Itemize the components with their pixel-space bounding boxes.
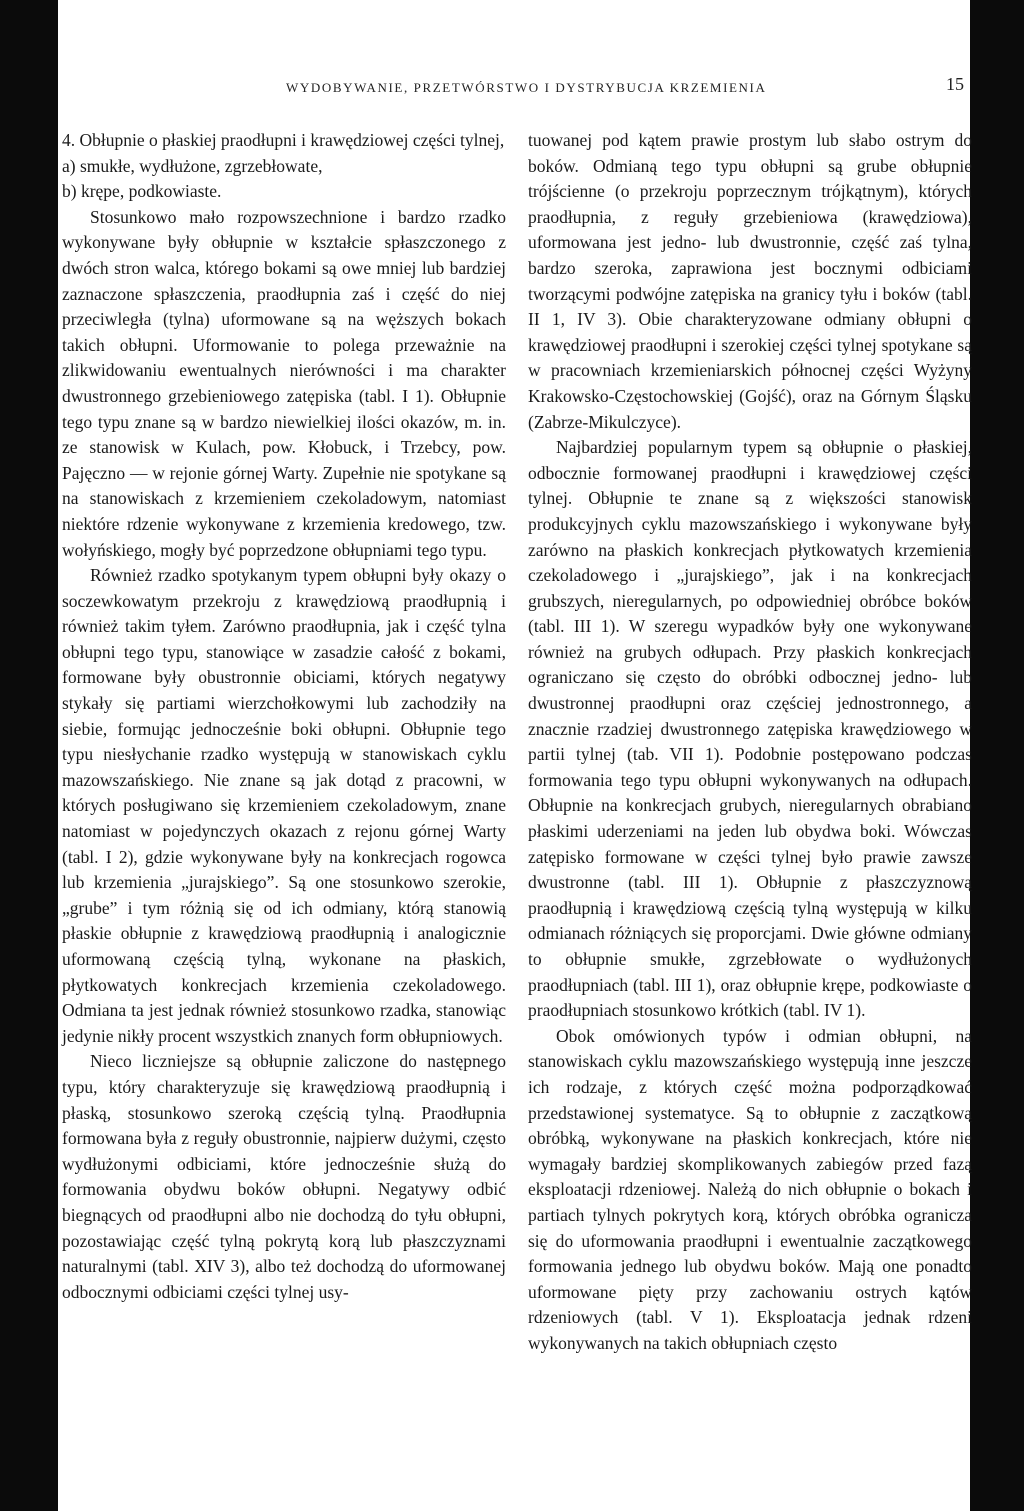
list-item-b: b) krępe, podkowiaste. [62, 181, 222, 202]
book-page [58, 0, 970, 1511]
paragraph: Obok omówionych typów i odmian obłupni, na stanowiskach cyklu mazowszańskiego występują inne jeszcze ich rodzaje, z których część można podporządkować przedstawionej systematyce. Są to obłupnie z zaczątkową obróbką, wykonywane na płaskich konkrecjach, które nie wymagały bardziej skomplikowanych zabiegów przed fazą eksploatacji rdzeniowej. Należą do nich obłupnie o bokach i partiach tylnych pokrytych korą, których obróbka ogranicza się do uformowania praodłupni i ewentualnie zaczątkowego formowania jednego lub obydwu boków. Mają one ponadto uformowane pięty przy zachowaniu ostrych kątów rdzeniowych (tabl. V 1). Eksploatacja jednak rdzeni wykonywanych na takich obłupniach często [528, 1025, 972, 1353]
page-number: 15 [946, 74, 964, 94]
list-item-a: a) smukłe, wydłużone, zgrzebłowate, [62, 155, 323, 176]
running-head [58, 74, 970, 98]
paragraph-continued: tuowanej pod kątem prawie prostym lub słabo ostrym do boków. Odmianą tego typu obłupni są grube obłupnie trójścienne (o przekroju poprzecznym trójkątnym), których praodłupnia, z reguły grzebieniowa (krawędziowa), uformowana jest jedno- lub dwustronnie, część zaś tylna, bardzo szeroka, zaprawiona jest bocznymi odbiciami tworzącymi podwójne zatępiska na granicy tyłu i boków (tabl. II 1, IV 3). Obie charakteryzowane odmiany obłupni o krawędziowej praodłupni i szerokiej części tylnej spotykane są w pracowniach krzemieniarskich północnej części Wyżyny Krakowsko-Częstochowskiej (Gojść), oraz na Górnym Śląsku (Zabrze-Mikulczyce). [528, 130, 972, 432]
right-column [528, 128, 972, 1357]
running-title: WYDOBYWANIE, PRZETWÓRSTWO I DYSTRYBUCJA KRZEMIENIA [286, 80, 767, 95]
left-column [62, 128, 506, 1305]
paragraph: Stosunkowo mało rozpowszechnione i bardzo rzadko wykonywane były obłupnie w kształcie spłaszczonego z dwóch stron walca, którego bokami są owe mniej lub bardziej zaznaczone spłaszczenia, praodłupnia zaś i część do niej przeciwległa (tylna) uformowane są na węższych bokach takich obłupni. Uformowanie to polega przeważnie na zlikwidowaniu ewentualnych nierówności i ma charakter dwustronnego grzebieniowego zatępiska (tabl. I 1). Obłupnie tego typu znane są w bardzo niewielkiej ilości okazów, m. in. ze stanowisk w Kulach, pow. Kłobuck, i Trzebcy, pow. Pajęczno — w rejonie górnej Warty. Zupełnie nie spotykane są na stanowiskach z krzemieniem czekoladowym, natomiast niektóre rdzenie wykonywane z krzemienia kredowego, tzw. wołyńskiego, mogły być poprzedzone obłupniami tego typu. [62, 206, 506, 560]
paragraph: Również rzadko spotykanym typem obłupni były okazy o soczewkowatym przekroju z krawędziową praodłupnią i również takim tyłem. Zarówno praodłupnia, jak i część tylna obłupni tego typu, stanowiące w zasadzie całość z bokami, formowane były obustronnie obiciami, których negatywy stykały się partiami wierzchołkowymi lub zachodziły na siebie, formując jednocześnie boki obłupni. Obłupnie tego typu niesłychanie rzadko występują w stanowiskach cyklu mazowszańskiego. Nie znane są jak dotąd z pracowni, w których posługiwano się krzemieniem czekoladowym, znane natomiast w pojedynczych okazach z rejonu górnej Warty (tabl. I 2), gdzie wykonywane były na konkrecjach rogowca lub krzemienia „jurajskiego”. Są one stosunkowo szerokie, „grube” i tym różnią się od ich odmiany, którą stanowią płaskie obłupnie z krawędziową praodłupnią i analogicznie uformowaną częścią tylną, wykonane na płaskich, płytkowatych konkrecjach krzemienia czekoladowego. Odmiana ta jest jednak również stosunkowo rzadka, stanowiąc jedynie nikły procent wszystkich znanych form obłupniowych. [62, 565, 506, 1046]
paragraph: Najbardziej popularnym typem są obłupnie o płaskiej, odbocznie formowanej praodłupni i krawędziowej części tylnej. Obłupnie te znane są z większości stanowisk produkcyjnych cyklu mazowszańskiego i wykonywane były zarówno na płaskich konkrecjach płytkowatych krzemienia czekoladowego i „jurajskiego”, jak i na konkrecjach grubszych, nieregularnych, po odpowiedniej obróbce boków (tabl. III 1). W szeregu wypadków były one wykonywane również na grubych odłupach. Przy płaskich konkrecjach ograniczano się często do obróbki odbocznej jedno- lub dwustronnej praodłupni oraz częściej jednostronnego, a znacznie rzadziej dwustronnego zatępiska krawędziowego w partii tylnej (tab. VII 1). Podobnie postępowano podczas formowania tego typu obłupni wykonywanych na odłupach. Obłupnie na konkrecjach grubych, nieregularnych obrabiano płaskimi uderzeniami na jeden lub obydwa boki. Wówczas zatępisko formowane w części tylnej było prawie zawsze dwustronne (tabl. III 1). Obłupnie z płaszczyznową praodłupnią i krawędziową częścią tylną występują w kilku odmianach różniących się proporcjami. Dwie główne odmiany to obłupnie smukłe, zgrzebłowate o wydłużonych praodłupniach (tabl. III 1), oraz obłupnie krępe, podkowiaste o praodłupniach stosunkowo krótkich (tabl. IV 1). [528, 437, 972, 1021]
paragraph: Nieco liczniejsze są obłupnie zaliczone do następnego typu, który charakteryzuje się krawędziową praodłupnią i płaską, stosunkowo szeroką częścią tylną. Praodłupnia formowana była z reguły obustronnie, najpierw dużymi, często wydłużonymi odbiciami, które jednocześnie służą do formowania obydwu boków obłupni. Negatywy odbić biegnących od praodłupni albo nie dochodzą do tyłu obłupni, pozostawiając część tylną pokrytą korą lub płaszczyznami naturalnymi (tabl. XIV 3), albo też dochodzą do uformowanej odbocznymi odbiciami części tylnej usy- [62, 1051, 506, 1302]
list-heading: 4. Obłupnie o płaskiej praodłupni i krawędziowej części tylnej, [62, 130, 505, 150]
